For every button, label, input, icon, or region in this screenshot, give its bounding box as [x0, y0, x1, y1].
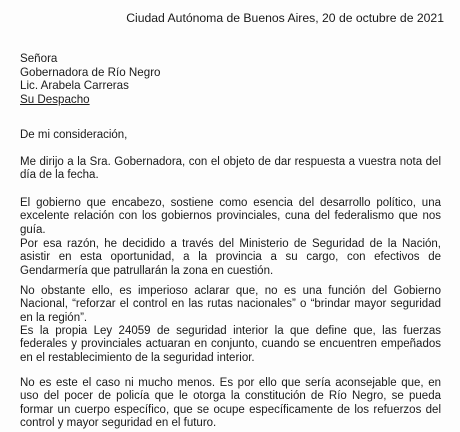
paragraph: [20, 156, 441, 183]
greeting-text: De mi consideración,: [20, 129, 128, 141]
paragraph: [20, 238, 441, 278]
recipient-title: Gobernadora de Río Negro: [20, 65, 161, 79]
paragraph: [20, 377, 441, 431]
date-line: Ciudad Autónoma de Buenos Aires, 20 de octubre de 2021: [126, 11, 444, 25]
paragraph: [20, 197, 441, 237]
paragraph: [20, 285, 441, 325]
greeting: [20, 129, 441, 142]
paragraph: [20, 325, 441, 365]
recipient-office: Su Despacho: [20, 92, 90, 106]
recipient-salutation: Señora: [20, 52, 58, 65]
recipient-name: Lic. Arabela Carreras: [20, 79, 129, 93]
paragraph-text: Por esa razón, he decidido a través del Ministerio de Seguridad de la Nación, asistir en esta oportunidad, a la provincia a su cargo, con efectivos de Gendarmería que patrullarán la zona en cuestión.: [20, 238, 441, 277]
paragraph-text: Es la propia Ley 24059 de seguridad interior la que define que, las fuerzas federales y provinciales actuaran en conjunto, cuando se encuentren empeñados en el restablecimiento de la seguridad interior.: [20, 325, 441, 364]
paragraph-text: Me dirijo a la Sra. Gobernadora, con el objeto de dar respuesta a vuestra nota del día de la fecha.: [20, 156, 441, 182]
paragraph-text: El gobierno que encabezo, sostiene como esencia del desarrollo político, una excelente relación con los gobiernos provinciales, cuna del federalismo que nos guía.: [20, 197, 441, 236]
paragraph-text: No obstante ello, es imperioso aclarar que, no es una función del Gobierno Nacional, “reforzar el control en las rutas nacionales” o “brindar mayor seguridad en la región”.: [20, 285, 441, 324]
paragraph-text: No es este el caso ni mucho menos. Es por ello que sería aconsejable que, en uso del pocer de policía que le otorga la constitución de Río Negro, se pueda formar un cuerpo específico, que se ocupe específicamente de los refuerzos del control y mayor seguridad en el futuro.: [20, 377, 441, 430]
recipient-block: [20, 52, 161, 106]
